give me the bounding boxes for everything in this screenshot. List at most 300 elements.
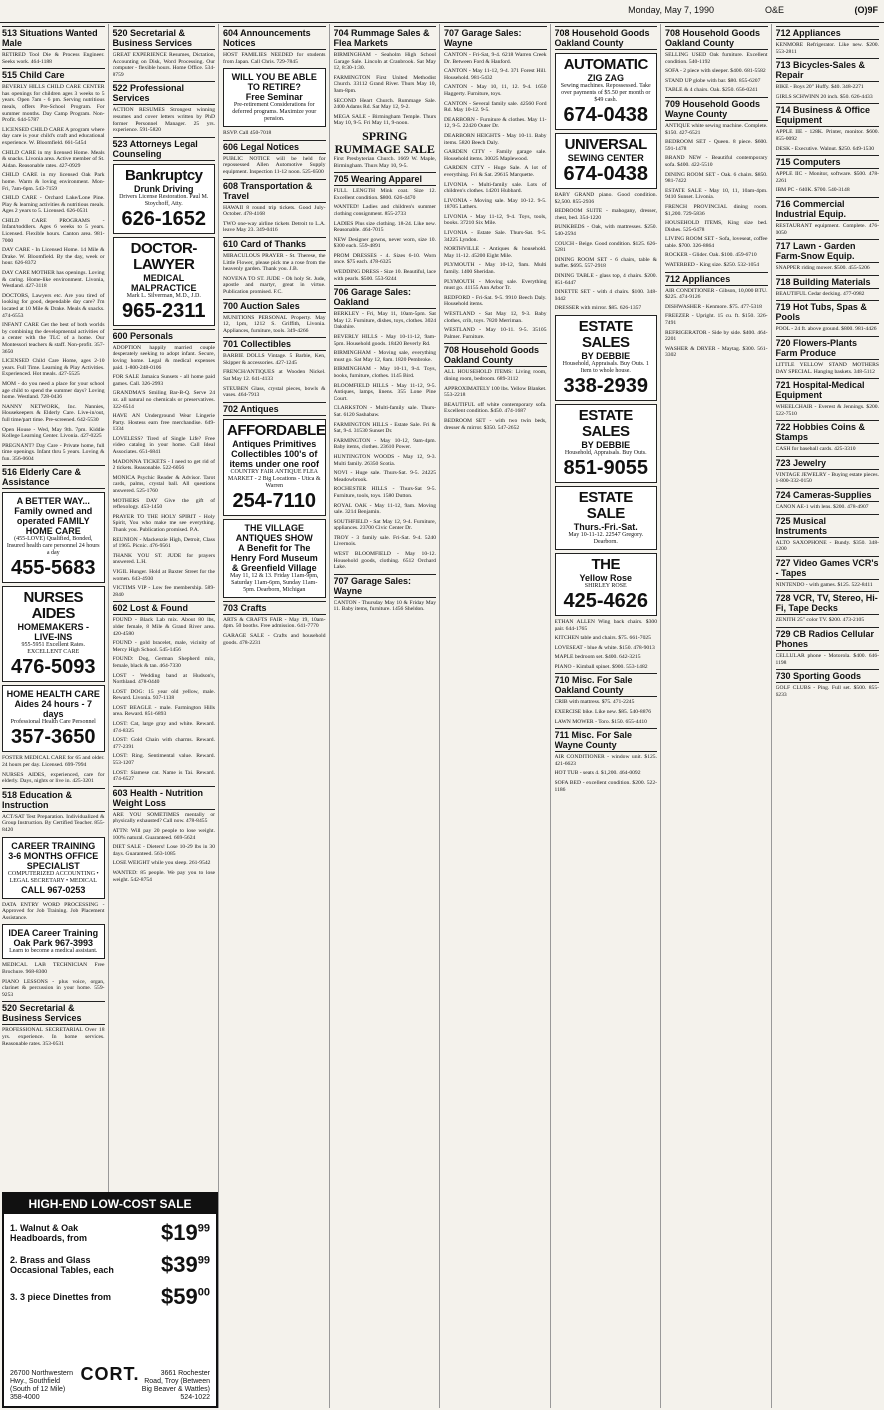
classified-ad: CANTON - Thursday May 10 & Friday May 11. Baby items, furniture. 1456 Sheldon.: [333, 599, 436, 613]
display-ad-subtitle: ZIG ZAG: [587, 73, 624, 83]
classified-ad: LADIES Plus size clothing. 18-24. Like new. Reasonable. 464-7015: [333, 220, 436, 234]
display-ad-subtitle: Free Seminar: [245, 92, 303, 103]
classified-ad: BEDROOM SUITE - mahogany, dresser, chest, bed. 354-1220: [554, 208, 657, 221]
display-ad-body: Mark L. Silverman, M.D., J.D.: [126, 292, 201, 299]
classified-ad: WASHER & DRYER - Maytag. $300. 561-3302: [665, 345, 768, 359]
classified-ad: LIVONIA - Estate Sale. Thurs-Sat. 9-5. 34225 Lyndon.: [444, 230, 547, 243]
display-ad-body: May 11, 12 & 13. Friday 11am-9pm, Saturday 11am-6pm, Sunday 11am-5pm. Dearborn, Michigan: [230, 572, 319, 593]
category-heading: 725 Musical Instruments: [776, 514, 880, 538]
classified-ad: BIRMINGHAM - May 10-11, 9-4. Toys, books, furniture, clothes. 1145 Bird.: [333, 366, 436, 379]
category-heading: 516 Elderly Care & Assistance: [2, 465, 105, 489]
classified-ad: CANTON - Fri-Sat, 9-4. 6218 Warren Creek Dr. Between Ford & Hanford.: [444, 52, 547, 65]
classified-ad: ALL HOUSEHOLD ITEMS: Living room, dining room, bedroom. 689-3112: [444, 369, 547, 382]
display-ad-body: Household, Appraisals. Buy Outs. 1 Item to whole house.: [562, 360, 649, 374]
classified-column: [223, 24, 330, 1408]
cort-ad-item: [4, 1278, 216, 1310]
display-ad: [2, 924, 105, 959]
classified-ad: SOFA - 2 piece with sleeper. $400. 681-5582: [665, 68, 766, 75]
display-ad-body: COMPUTERIZED ACCOUNTING • LEGAL SECRETARY • MEDICAL: [7, 870, 99, 884]
display-ad-subtitle: Thurs.-Fri.-Sat.: [573, 521, 638, 532]
classified-ad: LOST: Ring. Sentimental value. Reward. 553-1207: [112, 753, 215, 767]
classified-ad: POOL - 24 ft. above ground. $800. 981-4426: [775, 326, 877, 333]
classified-ad: FRENCH PROVINCIAL dining room. $1,200. 729-5836: [665, 203, 768, 217]
classified-ad: Open House - Wed, May 9th. 7pm. Kiddie Kollege Learning Center. Livonia. 427-0225: [2, 426, 105, 440]
display-ad-body: Sewing machines. Repossessed. Take over payments of $5.50 per month or $49 cash.: [560, 83, 651, 103]
classified-ad: CANTON - May 10, 11, 12. 9-4. 1650 Haggerty. Furniture, toys.: [444, 84, 547, 97]
category-heading: 513 Situations Wanted Male: [2, 26, 105, 50]
display-ad-title: WILL YOU BE ABLE TO RETIRE?: [231, 72, 317, 93]
classified-ad: HUNTINGTON WOODS - May 12, 9-3. Multi family. 26350 Scotia.: [333, 453, 436, 467]
display-ad: [113, 164, 216, 234]
cort-furniture-ad: [2, 1192, 218, 1408]
classified-ad: DINING ROOM SET - Oak. 6 chairs. $850. 981-7422: [665, 171, 768, 185]
display-ad-subtitle: 3-6 MONTHS OFFICE SPECIALIST: [8, 850, 99, 871]
classified-ad: ESTATE SALE - May 10, 11, 10am-4pm. 9410 Sunset. Livonia.: [665, 187, 768, 201]
classified-ad: PLYMOUTH - May 10-12, 9am. Multi family. 1400 Sheridan.: [444, 262, 547, 276]
classified-ad: BUNKBEDS - Oak, with mattresses. $250. 540-2594: [554, 224, 657, 237]
classified-ad: WATERBED - King size. $250. 532-1054: [665, 262, 759, 269]
category-heading: 712 Appliances: [665, 272, 768, 286]
classified-ad: FRENCH/ANTIQUES at Wooden Nickel. Sat May 12. 641-4133: [223, 369, 326, 383]
classified-ad: FREEZER - Upright. 15 cu. ft. $150. 326-7491: [665, 313, 768, 327]
classified-ad: TABLE & 4 chairs. Oak. $250. 656-0241: [665, 87, 758, 94]
cort-address-right: 3661 Rochester Road, Troy (Between Big Beaver & Wattles) 524-1022: [141, 1370, 210, 1401]
display-ad: [223, 68, 326, 127]
classified-ad: VINTAGE JEWELRY - Buying estate pieces. 1-800-332-0150: [775, 471, 879, 485]
display-ad: [2, 837, 105, 899]
classified-ad: DAY CARE - In Licensed Home. 14 Mile & Drake. W. Bloomfield. By the day, week or hour. 626-8372: [2, 247, 105, 267]
classified-ad: REDFORD - Fri-Sat. 9-5. 9910 Beech Daly. Household items.: [444, 294, 547, 308]
cort-item-price: $\$59^{00}$: [161, 1284, 210, 1309]
cort-ad-header: HIGH-END LOW-COST SALE: [4, 1194, 216, 1214]
display-ad: [555, 404, 658, 483]
display-ad-phone: 626-1652: [121, 207, 207, 230]
ad-headline: SPRING RUMMAGE SALE: [334, 128, 435, 156]
display-ad-title: AUTOMATIC: [563, 56, 648, 73]
display-ad: [555, 553, 658, 616]
classified-ad: PREGNANT? Day Care - Private home, full time openings. Infant thru 5 years. Loving & fun. 356-0604: [2, 442, 105, 462]
classified-ad: MONICA Psychic Reader & Advisor. Tarot cards, palms, crystal ball. All questions answered. 525-1760: [112, 474, 215, 495]
classified-ad: VICTIMS VIP - Low fee membership. 589-2840: [112, 585, 215, 598]
classified-ad: KITCHEN table and chairs. $75. 661-7025: [554, 635, 651, 642]
category-heading: 610 Card of Thanks: [223, 237, 326, 251]
display-ad-phone: 674-0438: [563, 104, 649, 126]
category-heading: 730 Sporting Goods: [776, 669, 880, 683]
classified-ad: WESTLAND - May 10-11. 9-5. 35105 Palmer. Furniture.: [444, 327, 547, 340]
classified-ad: KENMORE Refrigerator. Like new. $200. 553-2811: [775, 42, 879, 55]
category-heading: 709 Household Goods Wayne County: [665, 97, 768, 121]
display-ad-subtitle: HOMEMAKERS - LIVE-INS: [17, 622, 89, 643]
display-ad: [2, 685, 105, 752]
classified-ad: LITTLE YELLOW STAND MOTHERS DAY SPECIAL. Hanging baskets. 348-5112: [775, 361, 879, 375]
classified-ad: GARDEN CITY - Huge Sale. A lot of everything. Fri & Sat. 29615 Marquette.: [444, 165, 547, 178]
category-heading: 602 Lost & Found: [113, 601, 216, 615]
category-heading: 708 Household Goods Oakland County: [665, 26, 768, 50]
classified-ad: CELLULAR phone - Motorola. $400. 646-1198: [775, 653, 879, 666]
category-heading: 712 Appliances: [776, 26, 880, 40]
display-ad-subtitle: Aides 24 hours - 7 days: [14, 699, 93, 720]
display-ad-title: UNIVERSAL: [564, 136, 647, 153]
classified-ad: MOTHERS DAY Give the gift of reflexology. 453-1450: [112, 497, 215, 511]
classified-ad: BEAUTIFUL Cedar decking. 477-0982: [775, 290, 865, 297]
cort-item-label: 2. Brass and Glass Occasional Tables, each: [10, 1255, 114, 1275]
category-heading: 600 Personals: [113, 329, 216, 343]
classified-ad: PROM DRESSES - 4. Sizes 6-10. Worn once. $75 each. 478-6325: [333, 252, 436, 266]
display-ad-phone: CALL 967-0253: [21, 884, 86, 895]
classified-column: [555, 24, 662, 1408]
classified-ad: ATTN: Will pay 20 people to lose weight. 100% natural. Guaranteed. 669-5624: [112, 828, 215, 841]
classified-ad: IBM PC - 640K. $700. 540-3148: [775, 187, 850, 194]
classified-ad: ANTIQUE white sewing machine. Complete. $150. 427-6521: [665, 122, 768, 136]
classified-ad: MUNITIONS PERSONAL Property. May 12, 1pm, 1212 S. Griffith, Livonia. Appliances, furniture, tools. 349-4266: [223, 314, 326, 334]
cort-item-price: $\$39^{99}$: [161, 1252, 210, 1277]
classified-ad: RETIRED Tool Die & Process Engineer. Seeks work. 464-1188: [2, 52, 105, 65]
classified-ad: FARMINGTON - May 10-12, 9am-4pm. Baby items, clothes. 23610 Power.: [333, 437, 436, 451]
category-heading: 523 Attorneys Legal Counseling: [113, 137, 216, 161]
classified-ad: LAWN MOWER - Toro. $150. 655-4410: [554, 718, 647, 725]
classified-ad: WESTLAND - Sat May 12, 9-3. Baby clothes, crib, toys. 7820 Merriman.: [444, 311, 547, 324]
classified-ad: THANK YOU ST. JUDE for prayers answered. L.H.: [112, 552, 215, 566]
display-ad: [223, 419, 326, 516]
classified-ad: DISHWASHER - Kenmore. $75. 477-5318: [665, 303, 762, 310]
classified-ad: First Presbyterian Church. 1669 W. Maple, Birmingham. Thurs May 10, 9-5.: [333, 155, 436, 169]
classified-ad: ARE YOU SOMETIMES mentally or physically exhausted? Call now. 478-8455: [112, 811, 215, 825]
classified-ad: AIR CONDITIONER - Gibson, 10,000 BTU. $225. 474-9126: [665, 287, 768, 301]
cort-ad-item: [4, 1246, 216, 1278]
cort-item-price: $\$19^{99}$: [161, 1220, 210, 1245]
classified-ad: LIVING ROOM SET - Sofa, loveseat, coffee table. $700. 326-8864: [665, 236, 768, 249]
display-ad: [2, 586, 105, 682]
classified-ad: PIANO - Kimball spinet. $900. 553-1482: [554, 663, 648, 670]
masthead: [0, 0, 884, 23]
classified-column: [665, 24, 772, 1408]
category-heading: 729 CB Radios Cellular Phones: [776, 627, 880, 651]
page-number: (O)9F: [854, 5, 878, 15]
cort-address-left: 26700 Northwestern Hwy., Southfield (South of 12 Mile) 358-4000: [10, 1370, 74, 1401]
classified-ad: SELLING USED Oak furniture. Excellent condition. 540-1192: [665, 52, 768, 65]
cort-item-label: 3. 3 piece Dinettes from: [10, 1292, 112, 1302]
classified-ad: NOVI - Huge sale. Thurs-Sat. 9-5. 24225 Meadowbrook.: [333, 470, 436, 483]
classified-ad: ACT/SAT Test Preparation. Individualized & Group Instruction. By Certified Teacher. 855-8420: [2, 813, 105, 834]
category-heading: 713 Bicycles-Sales & Repair: [776, 58, 880, 82]
classified-ad: LIVONIA - May 11-12, 9-4. Toys, tools, books. 37210 Six Mile.: [444, 213, 547, 227]
category-heading: 724 Cameras-Supplies: [776, 488, 880, 502]
display-ad: [223, 519, 326, 598]
classified-ad: WEDDING DRESS - Size 10. Beautiful, lace with pearls. $500. 553-9244: [333, 269, 436, 282]
category-heading: 727 Video Games VCR's - Tapes: [775, 557, 879, 578]
classified-ad: GREAT EXPERIENCE Resumes, Dictation, Accounting on Disk, Word Processing. Our computer - flexible hours. Home Office. 534-8759: [112, 52, 215, 78]
category-heading: 708 Household Goods Oakland County: [444, 343, 547, 367]
classified-ad: CLARKSTON - Multi-family sale. Thurs-Sat. 6120 Sashabaw.: [333, 405, 436, 418]
classified-ad: REFRIGERATOR - Side by side. $400. 464-2201: [665, 329, 768, 343]
display-ad-title: ESTATE SALE: [578, 488, 633, 522]
category-heading: 700 Auction Sales: [223, 299, 326, 313]
classified-ad: LOVELESS? Tired of Single Life? Free video catalog in your home. Call Ideal Associates. 651-6841: [112, 435, 215, 456]
classified-ad: CANON AE-1 with lens. $200. 478-4907: [775, 504, 869, 511]
cort-logo: CORT.: [80, 1364, 140, 1384]
classified-ad: DIET SALE - Dieters! Lose 10-29 lbs in 30 days. Guaranteed. 563-1085: [112, 844, 215, 857]
classified-ad: NORTHVILLE - Antiques & household. May 11-12. 45200 Eight Mile.: [444, 246, 547, 259]
classified-ad: MOM - do you need a place for your school age child to spend the summer days? Loving home. Westland. 728-0436: [2, 380, 105, 401]
classified-ad: BEVERLY HILLS CHILD CARE CENTER has openings for children ages 3 weeks to 5 years. Open 7am - 6 pm. Serving nutritious meals, offers Pre-School Program. For summer months. Day Camp Program. Non-Profit. 644-5787: [2, 84, 105, 124]
classified-ad: DESK - Executive. Walnut. $250. 649-1530: [775, 145, 875, 152]
classified-ad: CHILD CARE in my licensed Oak Park home. Warm & loving environment. Mon-Fri, 7am-6pm. 543-7159: [2, 172, 105, 192]
category-heading: 604 Announcements Notices: [223, 26, 326, 50]
category-heading: 716 Commercial Industrial Equip.: [776, 197, 880, 221]
display-ad-phone: 357-3650: [10, 726, 96, 749]
display-ad-title: NURSES AIDES: [23, 589, 83, 623]
classified-ad: AIR CONDITIONER - window unit. $125. 421-6623: [554, 754, 657, 767]
classified-ad: DAY CARE MOTHER has openings. Loving & caring. Home-like environment. Livonia, Westland. 427-3118: [2, 270, 105, 290]
display-ad-subtitle: Antiques Primitives Collectibles 100's of items under one roof: [229, 438, 319, 469]
display-ad-body: SHIRLEY ROSE: [584, 582, 627, 589]
classified-ad: BEVERLY HILLS - May 10-11-12, 9am-5pm. Household goods. 18420 Beverly Rd.: [333, 334, 436, 347]
classified-ad: TWO one-way airline tickets Detroit to L.A. leave May 23. 349-0416: [223, 220, 326, 234]
classified-ad: MIRACULOUS PRAYER - St. Therese, the Little Flower, please pick me a rose from the heavenly garden. Thank you. J.B.: [223, 252, 326, 273]
classified-ad: INFANT CARE Get the best of both worlds by combining the developmental activities of a center with the TLC of a home. Our Montessori teachers & staff. Non-profit. 357-3650: [2, 322, 105, 355]
classified-ad: LOST: Cat, large gray and white. Reward. 474-8325: [112, 721, 215, 734]
classified-ad: MEDICAL LAB TECHNICIAN Free Brochure. 968-8300: [2, 962, 105, 975]
classified-ad: LICENSED CHILD CARE A program where day care is your child's craft and educational experience. W. Bloomfield. 661-5454: [2, 126, 105, 146]
display-ad-body: (455-LOVE) Qualified, Bonded, Insured health care personnel 24 hours a day: [6, 536, 100, 557]
classified-ad: RSVP. Call 450-7018: [223, 130, 272, 137]
classified-ad: ZENITH 25" color TV. $200. 473-2105: [775, 617, 865, 624]
classified-ad: LICENSED Child Care Home, ages 2-10 years. Full Time. Learning & Play Activities. Experienced. Hot meals. 427-5525: [2, 358, 105, 378]
category-heading: 719 Hot Tubs, Spas & Pools: [776, 300, 880, 324]
category-heading: 522 Professional Services: [113, 81, 216, 105]
classified-ad: LOST DOG: 15 year old yellow, male. Reward. Livonia. 937-1138: [112, 688, 215, 702]
display-ad-title: ESTATE SALES: [578, 317, 633, 351]
category-heading: 520 Secretarial & Business Services: [2, 1001, 105, 1025]
classified-ad: ALTO SAXOPHONE - Bundy. $350. 348-1200: [775, 539, 879, 553]
cort-ad-footer: [10, 1364, 210, 1402]
display-ad-phone: 455-5683: [10, 557, 96, 580]
classified-ad: TROY - 3 family sale. Fri-Sat. 9-4. 5240 Livernois.: [333, 534, 436, 548]
display-ad-title: CAREER TRAINING: [11, 840, 96, 851]
display-ad-body: 955-5951 Excellent Rates. EXCELLENT CARE: [21, 642, 85, 656]
category-heading: 706 Garage Sales: Oakland: [334, 285, 437, 309]
classified-ad: LIVONIA - Moving sale. May 10-12. 9-5. 18705 Lathers.: [444, 197, 547, 211]
category-heading: 721 Hospital-Medical Equipment: [776, 378, 880, 402]
display-ad-title: IDEA Career Training: [8, 928, 99, 939]
classified-ad: PLYMOUTH - Moving sale. Everything must go. 41155 Ann Arbor Tr.: [444, 278, 547, 292]
classified-ad: HOT TUB - seats 4. $1,200. 464-0092: [554, 770, 641, 777]
display-ad-title: HOME HEALTH CARE: [6, 689, 100, 700]
classified-ad: CASH for baseball cards. 425-3310: [775, 446, 856, 453]
category-heading: 728 VCR, TV, Stereo, Hi-Fi, Tape Decks: [775, 593, 878, 614]
classified-ad: CANTON - May 11-12, 9-4. 371 Forest Hill. Household. 981-5432: [444, 68, 547, 81]
classified-ad: WEST BLOOMFIELD - May 10-12. Household goods, clothing. 6512 Orchard Lake.: [333, 551, 436, 571]
classified-ad: ACTION RESUMES Strongest winning resumes and cover letters written by PhD former Personnel Manager. 25 yrs. experience. 591-5820: [112, 107, 215, 134]
display-ad-phone: 674-0438: [563, 163, 649, 185]
display-ad-subtitle: Family owned and operated FAMILY HOME CARE: [14, 506, 93, 537]
classified-column: [776, 24, 883, 1408]
classified-ad: APPLE IIE - 128K. Printer, monitor. $600. 855-0092: [775, 129, 879, 142]
display-ad-body: May 10-11-12. 22547 Gregory. Dearborn.: [568, 531, 644, 545]
classified-ad: NOVENA TO ST. JUDE - Oh holy St. Jude, apostle and martyr, great in virtue. Publication promised. F.C.: [223, 275, 326, 295]
category-heading: 722 Hobbies Coins & Stamps: [776, 420, 880, 444]
display-ad-subtitle: BY DEBBIE: [581, 350, 631, 361]
classified-ad: DEARBORN - Furniture & clothes. May 11-12, 9-5. 22420 Outer Dr.: [444, 116, 547, 130]
display-ad-subtitle: MEDICAL MALPRACTICE: [131, 272, 197, 293]
classified-ad: BLOOMFIELD HILLS - May 11-12, 9-5. Antiques, lamps, linens. 355 Lone Pine Court.: [333, 382, 436, 402]
display-ad-phone: 851-9055: [563, 456, 649, 479]
classified-ad: NINTENDO - with games. $125. 522-8411: [775, 581, 873, 588]
classified-ad: ROCHESTER HILLS - Thurs-Sat 9-5. Furniture, tools, toys. 1580 Dutton.: [333, 486, 436, 499]
cort-ad-item: [4, 1214, 216, 1246]
category-heading: 608 Transportation & Travel: [223, 179, 326, 203]
category-heading: 707 Garage Sales: Wayne: [444, 26, 547, 50]
category-heading: 715 Computers: [776, 155, 880, 169]
display-ad-title: A BETTER WAY...: [16, 496, 90, 507]
classified-ad: SNAPPER riding mower. $500. 455-5206: [775, 265, 870, 272]
classified-ad: FOSTER MEDICAL CARE for 65 and older. 24 hours per day. Licensed. 699-7994: [2, 755, 105, 769]
display-ad: [2, 492, 105, 583]
display-ad-phone: 338-2939: [563, 374, 649, 397]
category-heading: 606 Legal Notices: [223, 140, 326, 154]
display-ad-title: THE VILLAGE ANTIQUES SHOW: [235, 522, 313, 543]
classified-ad: RESTAURANT equipment. Complete. 476-0050: [775, 222, 879, 236]
classified-ad: LOST BEAGLE - male. Farmington Hills area. Reward. 851-6893: [112, 704, 215, 718]
classified-ad: DATA ENTRY WORD PROCESSING - Approved for Job Training. Job Placement Assistance.: [2, 901, 105, 921]
classified-ad: FOUND: Dog, German Shepherd mix, female, black & tan. 464-7330: [112, 656, 215, 669]
classified-ad: FOUND - gold bracelet, male, vicinity of Mercy High School. 545-1456: [112, 640, 215, 653]
classified-ad: DINETTE SET - with 4 chairs. $100. 348-0442: [554, 289, 657, 302]
classified-ad: STEUBEN Glass, crystal pieces, bowls & vases. 464-7913: [223, 385, 326, 399]
display-ad-body: Drivers License Restoration. Paul M. Stoychoff, Atty.: [119, 193, 209, 207]
display-ad: [555, 53, 658, 130]
category-heading: 704 Rummage Sales & Flea Markets: [334, 26, 437, 50]
category-heading: 518 Education & Instruction: [2, 788, 105, 812]
category-heading: 711 Misc. For Sale Wayne County: [555, 728, 658, 752]
display-ad-body: Learn to become a medical assistant.: [9, 948, 98, 955]
category-heading: 520 Secretarial & Business Services: [113, 26, 216, 50]
classified-ad: LOVESEAT - blue & white. $150. 478-9013: [554, 644, 655, 651]
issue-date: Monday, May 7, 1990: [628, 5, 714, 15]
classified-ad: LOSE WEIGHT while you sleep. 261-9542: [112, 860, 211, 867]
category-heading: 714 Business & Office Equipment: [776, 103, 880, 127]
category-heading: 708 Household Goods Oakland County: [555, 26, 658, 50]
category-heading: 603 Health - Nutrition Weight Loss: [113, 786, 216, 810]
classified-ad: BEDROOM SET - with two twin beds, dresser & mirror. $350. 547-2652: [444, 417, 547, 431]
classified-column: [444, 24, 551, 1408]
classified-ad: LOST - Wedding band at Hudson's, Northland. 478-0440: [112, 672, 215, 686]
classified-ad: BABY GRAND piano. Good condition. $2,500. 855-2936: [554, 192, 657, 205]
classified-ad: CHILD CARE PROGRAMS - Infant/toddlers. Ages 6 weeks to 5 years. Licensed. Flexible hours. Canton area. 981-7000: [2, 217, 105, 244]
classified-ad: SOFA BED - excellent condition. $200. 522-1186: [554, 780, 657, 793]
category-heading: 705 Wearing Apparel: [334, 172, 437, 186]
classified-ad: HAVE AN Underground Wear Lingerie Party. Hostess earn free merchandise. 649-1334: [112, 413, 215, 433]
classified-ad: BRAND NEW - Beautiful contemporary sofa. $400. 422-5510: [665, 155, 768, 168]
display-ad-phone: 476-5093: [10, 656, 96, 679]
display-ad-title: ESTATE SALES: [578, 406, 633, 440]
display-ad-subtitle: Oak Park 967-3993: [13, 938, 94, 949]
classified-ad: CRIB with mattress. $75. 471-2245: [554, 699, 635, 706]
classified-ad: NEW Designer gowns, never worn, size 10. $300 each. 559-4891: [333, 236, 436, 250]
classified-ad: BEDROOM SET - Queen. 8 piece. $600. 591-1478: [665, 139, 768, 152]
classified-ad: ARTS & CRAFTS FAIR - May 19, 10am-4pm. 50 booths. Free admission. 641-7770: [223, 616, 326, 630]
classified-ad: PROFESSIONAL SECRETARIAL Over 18 yrs. experience. In home services. Reasonable rates. 353-0531: [2, 1027, 105, 1047]
display-ad-body: COUNTRY FAIR ANTIQUE FLEA MARKET - 2 Big Locations - Utica & Warren: [227, 468, 321, 489]
category-heading: 718 Building Materials: [776, 275, 880, 289]
classified-ad: REUNION - Mackenzie High, Detroit, Class of 1965. Picnic. 476-9561: [112, 536, 215, 550]
cort-item-label: 1. Walnut & Oak Headboards, from: [10, 1223, 88, 1243]
classified-ad: BIRMINGHAM - Moving sale, everything must go. Sat May 12, 8am. 1820 Pembroke.: [333, 350, 436, 363]
classified-ad: GRANDMA'S Smiling Bar-B-Q. Serve 24 oz. all natural no chemicals or preservatives. 322-6514: [112, 390, 215, 410]
classified-ad: HOUSEHOLD ITEMS, King size bed. Dishes. 525-6478: [665, 220, 768, 233]
classified-ad: SOUTHFIELD - Sat May 12, 9-4. Furniture, appliances. 23700 Civic Center Dr.: [333, 518, 436, 532]
display-ad-subtitle: Drunk Driving: [133, 183, 194, 194]
classified-ad: DEARBORN HEIGHTS - May 10-11. Baby items. 5820 Beech Daly.: [444, 132, 547, 146]
display-ad-subtitle: BY DEBBIE: [581, 439, 631, 450]
classified-column: [334, 24, 441, 1408]
classified-ad: NANNY NETWORK, Inc. Nannies, Housekeepers & Elderly Care. Live-in/out, full time/part time. Pre-screened. 642-5530: [2, 403, 105, 423]
category-heading: 515 Child Care: [2, 68, 105, 82]
display-ad: [555, 133, 658, 189]
classified-ad: DRESSER with mirror. $85. 626-1357: [554, 305, 642, 312]
classified-ad: FOR SALE Jamaica Sunsets - all home paid games. Call. 326-2993: [112, 374, 215, 387]
display-ad-subtitle: SEWING CENTER: [567, 153, 644, 163]
classified-ad: FARMINGTON First United Methodist Church. 33112 Grand River. Thurs May 10, 9am-8pm.: [333, 74, 436, 94]
display-ad-phone: 965-2311: [122, 299, 206, 322]
classified-ad: WANTED: 85 people. We pay you to lose weight. 542-8754: [112, 869, 215, 883]
classified-ad: PRAYER TO THE HOLY SPIRIT - Holy Spirit, You who make me see everything. Thank you. Publication promised. P.A.: [112, 513, 215, 533]
classified-ad: BEAUTIFUL off white contemporary sofa. Excellent condition. $450. 474-1687: [444, 401, 547, 415]
classified-ad: WHEELCHAIR - Everest & Jennings. $200. 522-7510: [775, 404, 879, 417]
display-ad: [113, 237, 216, 326]
classified-ad: BIRMINGHAM - Seaholm High School Garage Sale. Lincoln at Cranbrook. Sat May 12, 8:30-1:30.: [333, 52, 436, 72]
category-heading: 720 Flowers-Plants Farm Produce: [776, 336, 880, 360]
classified-ad: NURSES AIDES, experienced, care for elderly. Days, nights or live in. 425-3201: [2, 771, 105, 785]
classified-ad: GARAGE SALE - Crafts and household goods. 478-2231: [223, 633, 326, 646]
display-ad-subtitle: A Benefit for The Henry Ford Museum & Greenfield Village: [230, 542, 318, 573]
classified-ad: LOST: Gold Chain with charms. Reward. 477-2391: [112, 737, 215, 750]
classified-ad: VIGIL Hunger. Hold at Baxter Street for the women. 643-4930: [112, 568, 215, 582]
category-heading: 701 Collectibles: [223, 337, 326, 351]
classified-ad: MAPLE bedroom set. $400. 642-3215: [554, 654, 641, 661]
display-ad: [555, 486, 658, 550]
classified-ad: APPROXIMATELY 100 lbs. Yellow Blanket. 553-2218: [444, 385, 547, 399]
display-ad-title: DOCTOR-LAWYER: [130, 239, 197, 273]
section-name: O&E: [764, 5, 784, 15]
classified-ad: PUBLIC NOTICE will be held for repossessed Allen Automotive Supply equipment. Inspection 11-12 noon. 525-6500: [223, 155, 326, 175]
display-ad-body: Household, Appraisals. Buy Outs.: [564, 449, 647, 456]
category-heading: 723 Jewelry: [776, 456, 880, 470]
category-heading: 703 Crafts: [223, 601, 326, 615]
category-heading: 707 Garage Sales: Wayne: [334, 574, 437, 598]
classified-ad: CHILD CARE in my licensed Home. Meals & snacks. Livonia area. Active member of St. Aidan. Reasonable rates. 427-0929: [2, 149, 105, 169]
display-ad-body: Professional Health Care Personnel: [10, 719, 96, 726]
classified-ad: MADONNA TICKETS - I need to get rid of 2 tickets. Reasonable. 522-6056: [112, 458, 215, 472]
classified-ad: FARMINGTON HILLS - Estate Sale. Fri & Sat, 9-4. 31530 Sunset Dr.: [333, 421, 436, 435]
classified-ad: CHILD CARE - Orchard Lake/Lone Pine. Play & learning activities & nutritious meals. Ages 2 years to 5. Licensed. 626-0531: [2, 195, 105, 215]
classified-ad: HAWAII 8 round trip tickets. Good July-October. 478-4168: [223, 204, 326, 218]
display-ad: [555, 315, 658, 401]
display-ad-title: AFFORDABLE: [227, 421, 326, 439]
classified-ad: FOUND - Black Lab mix. About 80 lbs, older female, 8 Mile & Grand River area. 420-4580: [112, 617, 215, 637]
classified-ad: DINING TABLE - glass top, 4 chairs. $200. 851-6447: [554, 272, 657, 286]
classified-ad: GIRLS SCHWINN 20 inch. $50. 626-4433: [775, 93, 873, 100]
classified-ad: LOST: Siamese cat. Name is Tai. Reward. 474-6527: [112, 769, 215, 783]
classified-ad: FULL LENGTH Mink coat. Size 12. Excellent condition. $800. 626-4470: [333, 188, 436, 201]
category-heading: 702 Antiques: [223, 402, 326, 416]
display-ad-title: THE: [591, 555, 620, 573]
classified-ad: WANTED! Ladies and children's summer clothing consignment. 855-2733: [333, 204, 436, 217]
display-ad-body: Pre-retirement Considerations for deferred programs. Maximize your pension.: [232, 102, 317, 123]
classified-ad: DOCTORS, Lawyers etc. Are you tired of looking for good, dependable day care? I'm located at 10 Mile & Drake. Meals & snacks. 474-6553: [2, 292, 105, 319]
classified-ad: GOLF CLUBS - Ping. Full set. $500. 855-6233: [775, 685, 879, 698]
classified-ad: BIKE - Boys 20" Huffy. $40. 348-2271: [775, 84, 864, 91]
